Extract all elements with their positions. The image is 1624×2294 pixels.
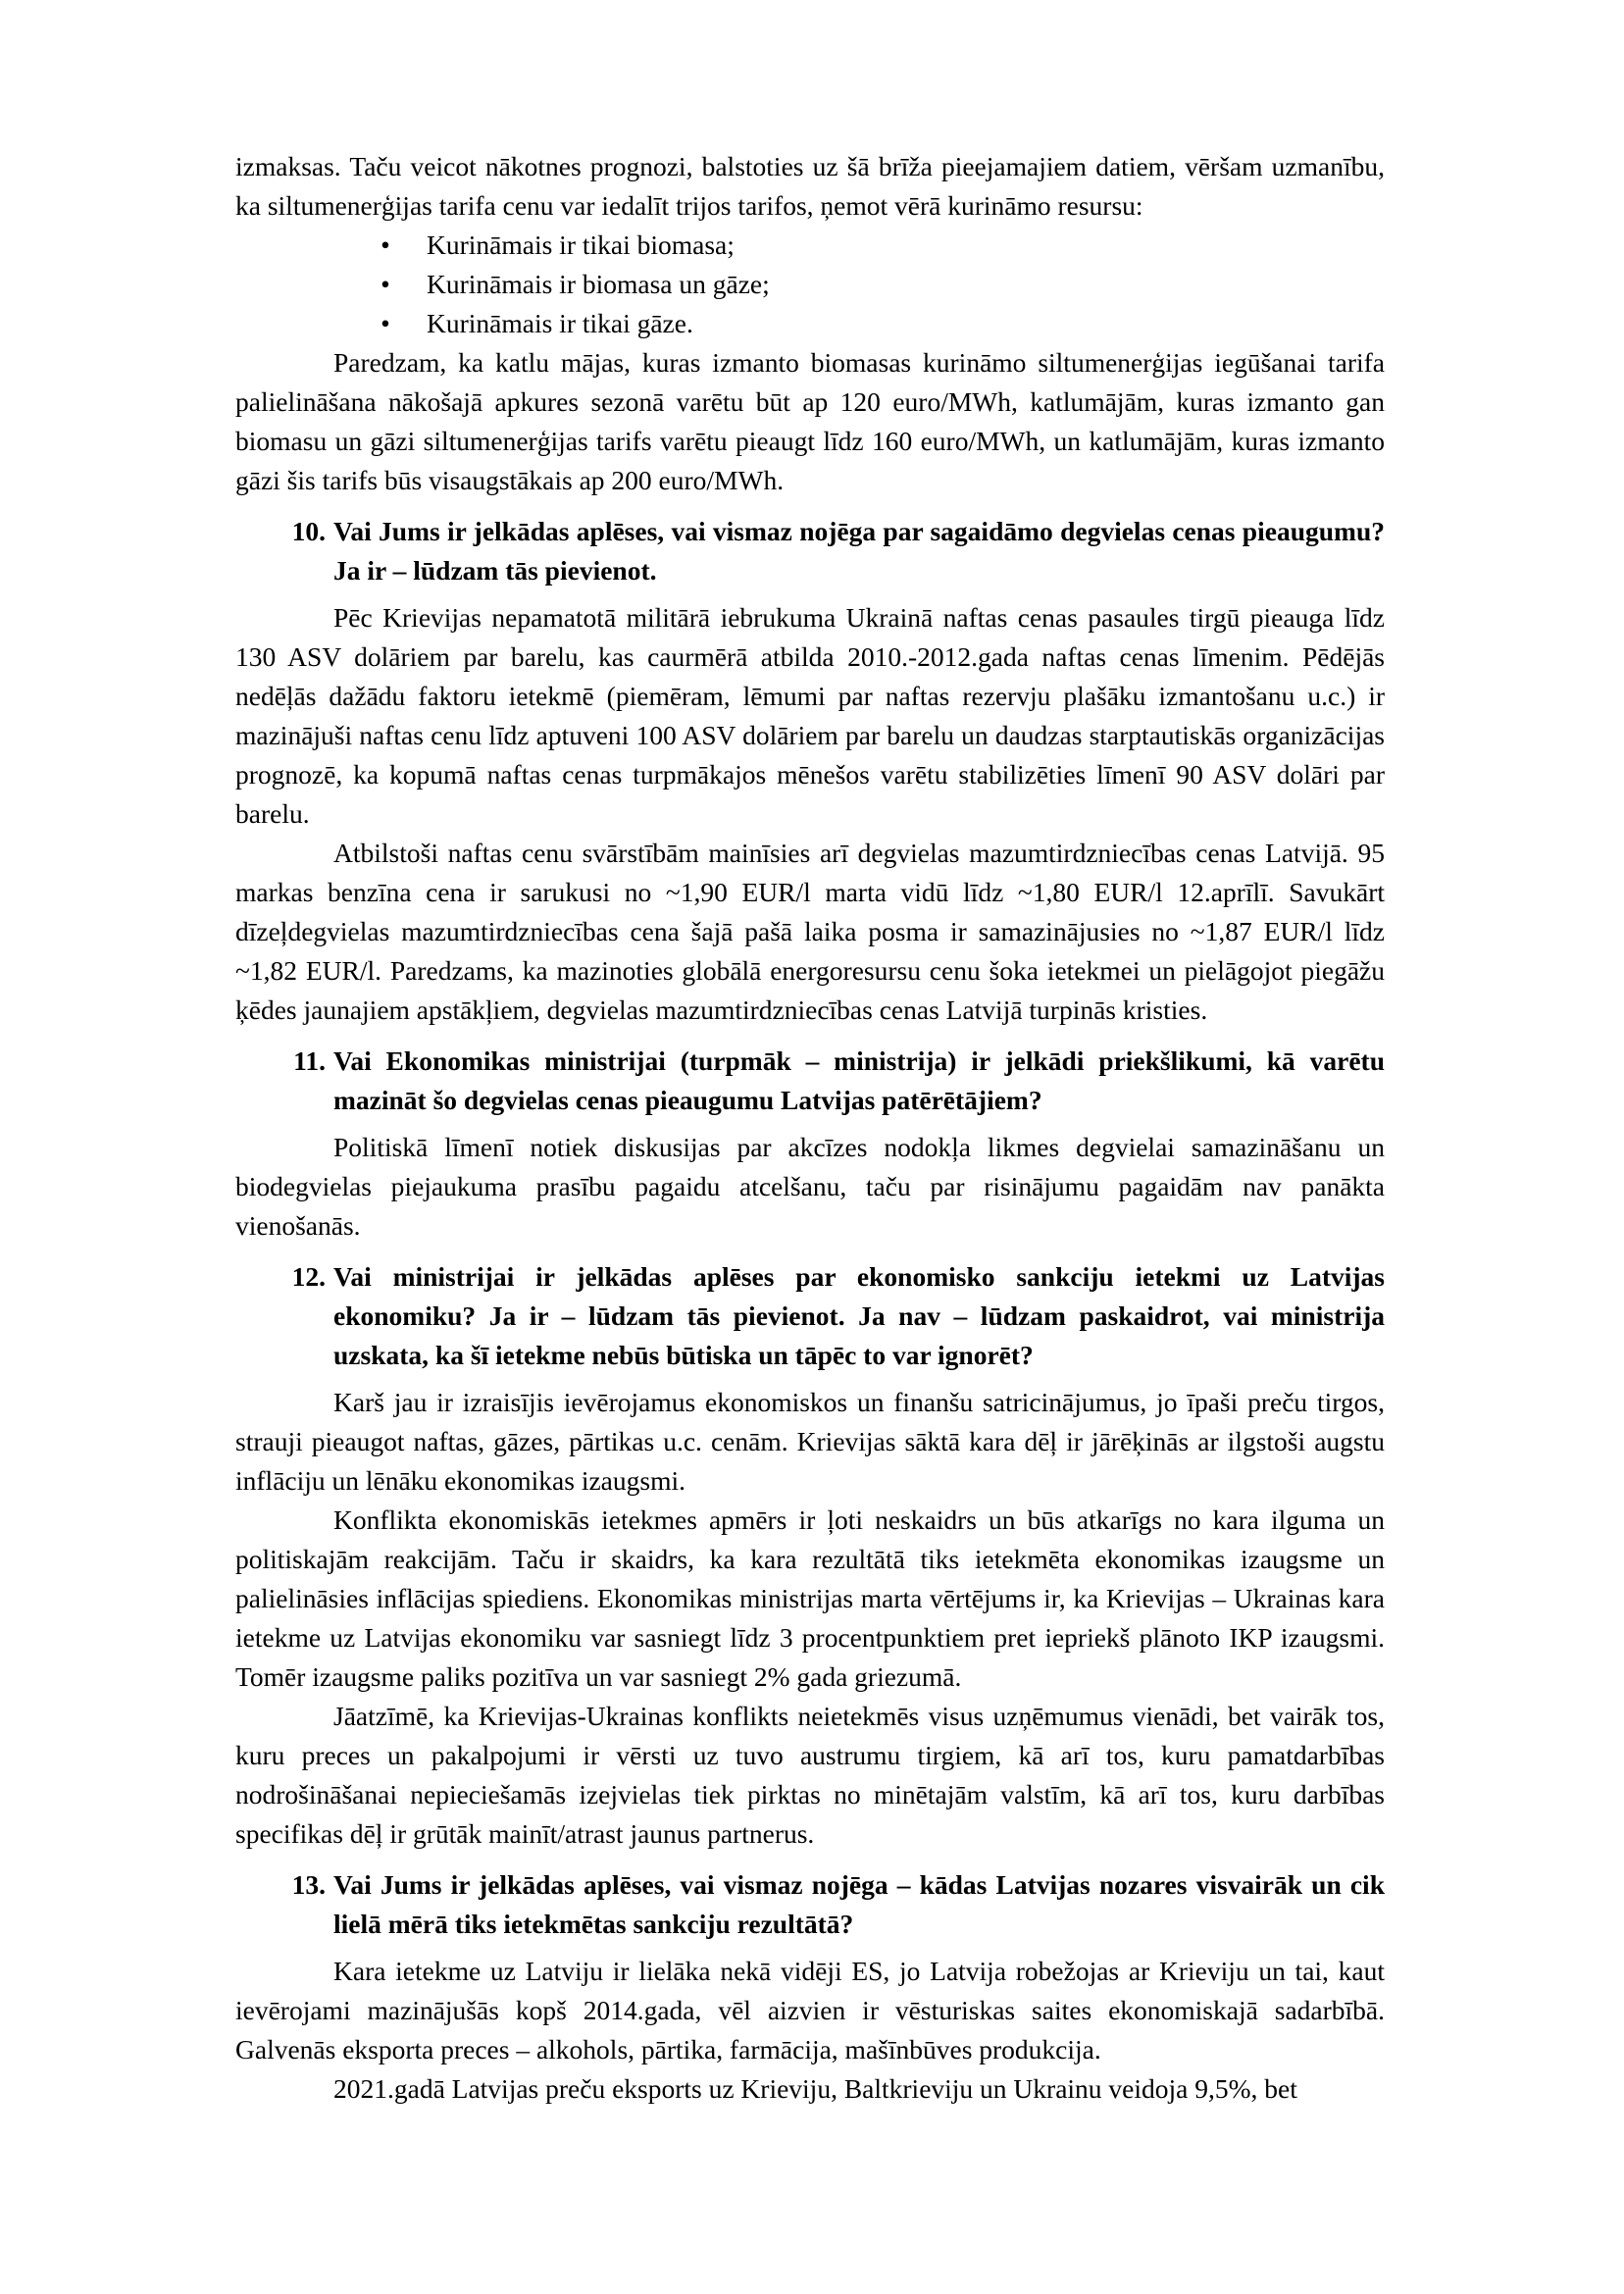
tariff-paragraph: Paredzam, ka katlu mājas, kuras izmanto biomasas kurināmo siltumenerģijas iegūšanai tarifa palielināšana nākošajā apkures sezonā varētu būt ap 120 euro/MWh, katlumājām, kuras izmanto gan biomasu un gāzi siltumenerģijas tarifs varētu pieaugt līdz 160 euro/MWh, un katlumājām, kuras izmanto gāzi šis tarifs būs visaugstākais ap 200 euro/MWh. — [235, 347, 1385, 495]
intro-paragraph: izmaksas. Taču veicot nākotnes prognozi, balstoties uz šā brīža pieejamajiem datiem, vēršam uzmanību, ka siltumenerģijas tarifa cenu var iedalīt trijos tarifos, ņemot vērā kurināmo resursu: — [235, 151, 1385, 221]
question-text: Vai Jums ir jelkādas aplēses, vai vismaz nojēga par sagaidāmo degvielas cenas pieaugumu? Ja ir – lūdzam tās pievienot. — [333, 516, 1385, 586]
bullet-icon: • — [381, 308, 390, 338]
question-number: 10. — [291, 516, 326, 546]
question-text: Vai ministrijai ir jelkādas aplēses par ekonomisko sankciju ietekmi uz Latvijas ekonomiku? Ja ir – lūdzam tās pievienot. Ja nav – lūdzam paskaidrot, vai ministrija uzskata, ka šī ietekme nebūs būtiska un tāpēc to var ignorēt? — [333, 1261, 1385, 1370]
answer-paragraph: Pēc Krievijas nepamatotā militārā iebrukuma Ukrainā naftas cenas pasaules tirgū pieauga līdz 130 ASV dolāriem par barelu, kas caurmērā atbilda 2010.-2012.gada naftas cenas līmenim. Pēdējās nedēļās dažādu faktoru ietekmē (piemēram, lēmumi par naftas rezervju plašāku izmantošanu u.c.) ir mazinājuši naftas cenu līdz aptuveni 100 ASV dolāriem par barelu un daudzas starptautiskās organizācijas prognozē, ka kopumā naftas cenas turpmākajos mēnešos varētu stabilizēties līmenī 90 ASV dolāri par barelu. — [235, 602, 1385, 829]
question-text: Vai Jums ir jelkādas aplēses, vai vismaz nojēga – kādas Latvijas nozares visvairāk un cik lielā mērā tiks ietekmētas sankciju rezultātā? — [333, 1869, 1385, 1939]
question-text: Vai Ekonomikas ministrijai (turpmāk – ministrija) ir jelkādi priekšlikumi, kā varētu mazināt šo degvielas cenas pieaugumu Latvijas patērētājiem? — [333, 1045, 1385, 1115]
list-item: • Kurināmais ir tikai biomasa; — [235, 226, 1385, 265]
question-number: 13. — [291, 1869, 326, 1900]
bullet-icon: • — [381, 269, 390, 299]
answer-paragraph: Atbilstoši naftas cenu svārstībām mainīsies arī degvielas mazumtirdzniecības cenas Latvijā. 95 markas benzīna cena ir sarukusi no ~1,90 EUR/l marta vidū līdz ~1,80 EUR/l 12.aprīlī. Savukārt dīzeļdegvielas mazumtirdzniecības cena šajā pašā laika posma ir samazinājusies no ~1,87 EUR/l līdz ~1,82 EUR/l. Paredzams, ka mazinoties globālā energoresursu cenu šoka ietekmei un pielāgojot piegāžu ķēdes jaunajiem apstākļiem, degvielas mazumtirdzniecības cenas Latvijā turpinās kristies. — [235, 838, 1385, 1025]
bullet-icon: • — [381, 229, 390, 260]
answer-paragraph: Kara ietekme uz Latviju ir lielāka nekā vidēji ES, jo Latvija robežojas ar Krieviju un tai, kaut ievērojami mazinājušās kopš 2014.gada, vēl aizvien ir vēsturiskas saites ekonomiskajā sadarbībā. Galvenās eksporta preces – alkohols, pārtika, farmācija, mašīnbūves produkcija. — [235, 1956, 1385, 2065]
answer-paragraph: Karš jau ir izraisījis ievērojamus ekonomiskos un finanšu satricinājumus, jo īpaši preču tirgos, strauji pieaugot naftas, gāzes, pārtikas u.c. cenām. Krievijas sāktā kara dēļ ir jārēķinās ar ilgstoši augstu inflāciju un lēnāku ekonomikas izaugsmi. — [235, 1387, 1385, 1496]
question-number: 11. — [293, 1045, 326, 1076]
answer-paragraph: Jāatzīmē, ka Krievijas-Ukrainas konflikts neietekmēs visus uzņēmumus vienādi, bet vairāk tos, kuru preces un pakalpojumi ir vērsti uz tuvo austrumu tirgiem, kā arī tos, kuru pamatdarbības nodrošināšanai nepieciešamās izejvielas tiek pirktas no minētajām valstīm, kā arī tos, kuru darbības specifikas dēļ ir grūtāk mainīt/atrast jaunus partnerus. — [235, 1701, 1385, 1849]
question-10 — [235, 512, 1385, 590]
list-item: • Kurināmais ir tikai gāze. — [235, 304, 1385, 343]
fuel-type-list — [235, 226, 1385, 343]
question-13 — [235, 1865, 1385, 1944]
answer-paragraph: 2021.gadā Latvijas preču eksports uz Krieviju, Baltkrieviju un Ukrainu veidoja 9,5%, bet — [333, 2073, 1297, 2104]
question-number: 12. — [291, 1261, 326, 1292]
list-item: • Kurināmais ir biomasa un gāze; — [235, 265, 1385, 304]
document-page — [235, 147, 1385, 2109]
answer-paragraph: Politiskā līmenī notiek diskusijas par akcīzes nodokļa likmes degvielai samazināšanu un biodegvielas piejaukuma prasību pagaidu atcelšanu, taču par risinājumu pagaidām nav panākta vienošanās. — [235, 1132, 1385, 1241]
question-12 — [235, 1257, 1385, 1375]
answer-paragraph: Konflikta ekonomiskās ietekmes apmērs ir ļoti neskaidrs un būs atkarīgs no kara ilguma un politiskajām reakcijām. Taču ir skaidrs, ka kara rezultātā tiks ietekmēta ekonomikas izaugsme un palielināsies inflācijas spiediens. Ekonomikas ministrijas marta vērtējums ir, ka Krievijas – Ukrainas kara ietekme uz Latvijas ekonomiku var sasniegt līdz 3 procentpunktiem pret iepriekš plānoto IKP izaugsmi. Tomēr izaugsme paliks pozitīva un var sasniegt 2% gada griezumā. — [235, 1504, 1385, 1692]
question-11 — [235, 1042, 1385, 1120]
